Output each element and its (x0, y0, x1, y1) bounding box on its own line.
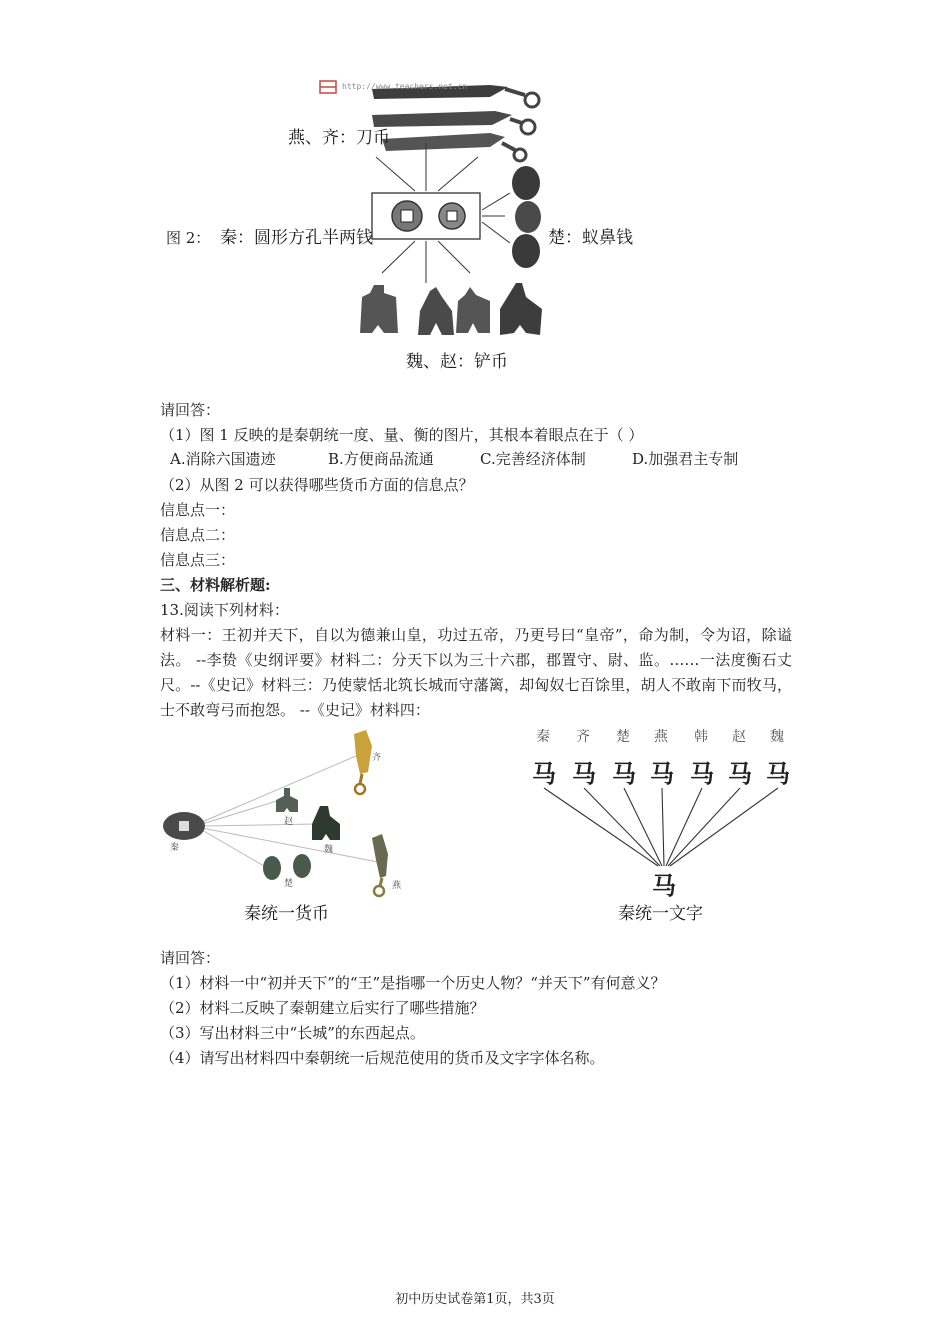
label-wei: 魏 (324, 845, 334, 855)
state-wei: 魏 (770, 729, 784, 745)
glyph-yan: 马 (650, 759, 674, 788)
figure-2-label: 图 2： (166, 229, 211, 247)
state-han: 韩 (694, 729, 708, 745)
script-unification-figure (530, 724, 795, 924)
state-zhao: 赵 (732, 729, 746, 745)
q12-prompt: 请回答： (160, 401, 221, 419)
label-qin: 秦 (170, 843, 180, 853)
knife-coin-3-icon (382, 133, 526, 161)
ant-nose-coin-1-icon (512, 166, 540, 200)
q13-question-3: （3）写出材料三中“长城”的东西起点。 (160, 1024, 425, 1042)
q12-question-1: （1）图 1 反映的是秦朝统一度、量、衡的图片，其根本着眼点在于（ ） (160, 426, 644, 444)
state-qin: 秦 (536, 729, 550, 745)
q12-option-c: C.完善经济体制 (480, 450, 586, 468)
yan-qi-label: 燕、齐：刀币 (288, 128, 390, 148)
currency-caption: 秦统一货币 (244, 904, 329, 924)
label-chu: 楚 (284, 879, 294, 889)
chu-label: 楚：蚁鼻钱 (548, 228, 633, 248)
state-yan: 燕 (654, 729, 668, 745)
qin-coin-2-icon (439, 203, 465, 229)
info-point-2: 信息点二： (160, 526, 236, 544)
chu-ant-coin-1-icon (263, 856, 281, 880)
knife-coin-2-icon (372, 111, 535, 134)
info-point-1: 信息点一： (160, 501, 236, 519)
glyph-qin: 马 (532, 759, 556, 788)
info-point-3: 信息点三： (160, 551, 236, 569)
section-3-heading: 三、材料解析题: (160, 576, 271, 594)
qin-coin-icon (163, 812, 205, 840)
spade-coin-2-icon (418, 287, 454, 335)
qin-label: 秦：圆形方孔半两钱 (220, 228, 373, 248)
state-qi: 齐 (576, 729, 590, 745)
watermark-text: http://www.teachers.net.cn (342, 82, 468, 91)
q13-title: 13.阅读下列材料： (160, 601, 289, 619)
page-footer: 初中历史试卷第1页，共3页 (395, 1292, 555, 1307)
yan-knife-coin-icon (372, 834, 388, 896)
label-qi: 齐 (372, 753, 382, 763)
zhao-spade-coin-icon (276, 788, 298, 812)
currency-unification-figure (160, 726, 400, 926)
q13-question-4: （4）请写出材料四中秦朝统一后规范使用的货币及文字字体名称。 (160, 1049, 605, 1067)
q13-question-1: （1）材料一中“初并天下”的“王”是指哪一个历史人物？“并天下”有何意义？ (160, 974, 666, 992)
ant-nose-coin-2-icon (515, 201, 541, 233)
spade-coin-1-icon (360, 285, 398, 333)
spade-coin-3-icon (456, 287, 490, 333)
figure-2 (160, 75, 640, 375)
label-yan: 燕 (392, 881, 402, 891)
qin-coin-1-icon (392, 201, 422, 231)
q12-option-b: B.方便商品流通 (328, 450, 434, 468)
q13-prompt: 请回答： (160, 949, 221, 967)
label-zhao: 赵 (284, 817, 294, 827)
currency-unification-illustration (160, 726, 400, 926)
glyph-wei: 马 (766, 759, 790, 788)
q13-question-2: （2）材料二反映了秦朝建立后实行了哪些措施？ (160, 999, 485, 1017)
qi-knife-coin-icon (354, 730, 372, 794)
ant-nose-coin-3-icon (512, 234, 540, 268)
watermark-logo-icon (320, 81, 336, 93)
q12-option-d: D.加强君主专制 (632, 450, 739, 468)
spade-coin-4-icon (500, 283, 542, 335)
glyph-zhao: 马 (728, 759, 752, 788)
chu-ant-coin-2-icon (293, 854, 311, 878)
material-text: 材料一：王初并天下，自以为德兼山皇，功过五帝，乃更号曰“皇帝”，命为制，令为诏，除谥法。 --李贽《史纲评要》材料二：分天下以为三十六郡，郡置守、尉、监。……一法度衡石丈尺。--《史记》材料三：乃使蒙恬北筑长城而守藩篱，却匈奴七百馀里，胡人不敢南下而牧马，士不敢弯弓而抱怨。 --《史记》材料四： (160, 626, 792, 719)
glyph-unified: 马 (652, 871, 676, 900)
glyph-qi: 马 (572, 759, 596, 788)
script-caption: 秦统一文字 (618, 904, 703, 924)
glyph-chu: 马 (612, 759, 636, 788)
wei-zhao-label: 魏、赵：铲币 (406, 352, 508, 372)
q12-question-2: （2）从图 2 可以获得哪些货币方面的信息点？ (160, 476, 474, 494)
glyph-han: 马 (690, 759, 714, 788)
state-chu: 楚 (616, 729, 630, 745)
wei-spade-coin-icon (312, 806, 340, 840)
q12-option-a: A.消除六国遗迹 (170, 450, 276, 468)
